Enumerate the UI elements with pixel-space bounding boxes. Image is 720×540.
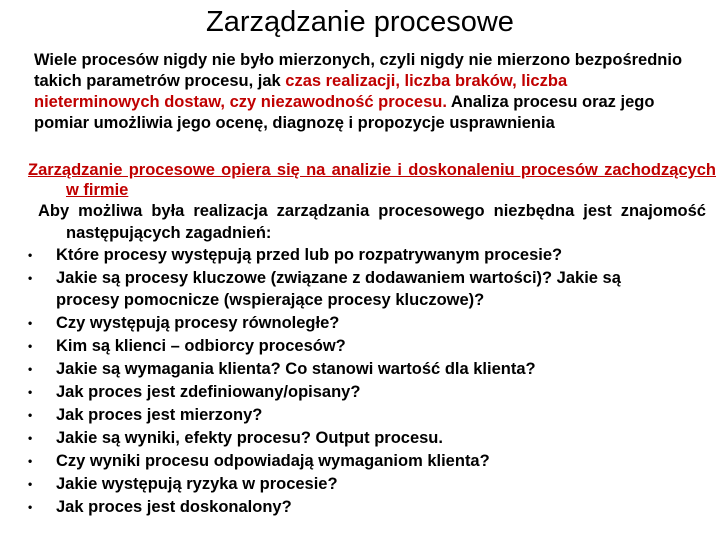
question-text: Kim są klienci – odbiorcy procesów? [56, 337, 346, 356]
bullet-icon: • [28, 362, 33, 377]
question-item [26, 427, 706, 449]
question-item [26, 244, 706, 266]
focus-statement: Zarządzanie procesowe opiera się na analizie i doskonaleniu procesów zachodzących w firmie [28, 161, 716, 199]
intro-text-end: Analiza procesu oraz jego pomiar umożliwia jego ocenę, diagnozę i propozycje usprawnienia [34, 93, 655, 132]
slide-title: Zarządzanie procesowe [206, 6, 514, 38]
question-text: Jak proces jest zdefiniowany/opisany? [56, 383, 361, 402]
bullet-icon: • [28, 339, 33, 354]
question-item [26, 404, 706, 426]
question-text: Które procesy występują przed lub po rozpatrywanym procesie? [56, 246, 563, 264]
bullet-icon: • [28, 454, 33, 469]
question-item [26, 358, 706, 380]
bullet-icon: • [28, 248, 33, 262]
intro-highlight: czas realizacji, liczba braków, liczba nieterminowych dostaw, czy niezawodność procesu. [34, 72, 568, 111]
question-text: Jakie są wyniki, efekty procesu? Output procesu. [56, 429, 443, 448]
question-list [26, 244, 706, 519]
bullet-icon: • [28, 477, 33, 492]
lead-paragraph: Aby możliwa była realizacja zarządzania procesowego niezbędna jest znajomość następujących zagadnień: [38, 202, 706, 242]
bullet-icon: • [28, 431, 33, 446]
question-text: Czy występują procesy równoległe? [56, 314, 340, 333]
bullet-icon: • [28, 385, 33, 400]
question-text: Jak proces jest mierzony? [56, 406, 263, 425]
question-item [26, 473, 706, 495]
bullet-icon: • [28, 500, 33, 515]
intro-text-start: Wiele procesów nigdy nie było mierzonych, czyli nigdy nie mierzono bezpośrednio takich parametrów procesu, jak [34, 51, 683, 90]
question-item [26, 450, 706, 472]
bullet-icon: • [28, 316, 33, 331]
question-text: Jakie występują ryzyka w procesie? [56, 475, 338, 494]
question-item [26, 267, 706, 312]
question-item [26, 496, 706, 518]
question-text: Jakie są procesy kluczowe (związane z dodawaniem wartości)? Jakie są procesy pomocnicze (wspierające procesy kluczowe)? [56, 269, 621, 310]
bullet-icon: • [28, 271, 33, 285]
question-text: Czy wyniki procesu odpowiadają wymaganiom klienta? [56, 452, 490, 471]
question-text: Jak proces jest doskonalony? [56, 498, 292, 517]
question-text: Jakie są wymagania klienta? Co stanowi wartość dla klienta? [56, 360, 536, 379]
question-item [26, 335, 706, 357]
question-item [26, 381, 706, 403]
intro-paragraph [34, 50, 694, 134]
bullet-icon: • [28, 408, 33, 423]
question-item [26, 312, 706, 334]
